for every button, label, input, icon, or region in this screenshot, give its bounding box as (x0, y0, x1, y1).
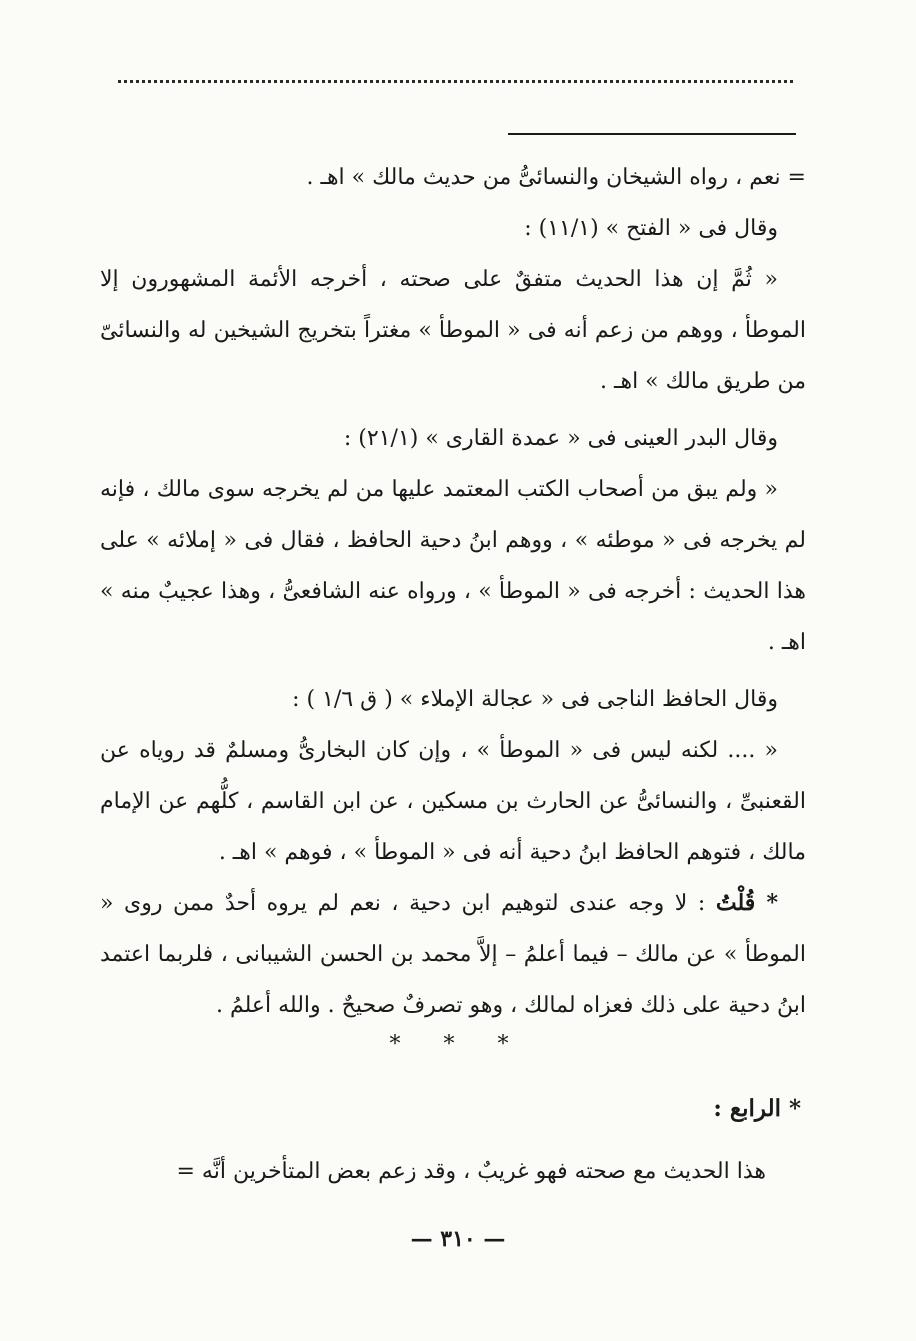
footnote-paragraph: « ولم يبق من أصحاب الكتب المعتمد عليها من لم يخرجه سوى مالك ، فإنه لم يخرجه فى « موطئه » ، ووهم ابنُ دحية الحافظ ، فقال فى « إملائه » على هذا الحديث : أخرجه فى « الموطأ » ، ورواه عنه الشافعىُّ ، وهذا عجيبٌ منه » اهـ . (100, 477, 806, 655)
section-text: هذا الحديث مع صحته فهو غريبٌ ، وقد زعم بعض المتأخرين أنَّه = (176, 1159, 766, 1184)
qultu-text: : لا وجه عندى لتوهيم ابن دحية ، نعم لم يروه أحدٌ ممن روى « الموطأ » عن مالك – فيما أعلمُ – إلاَّ محمد بن الحسن الشيبانى ، فلربما اعتمد ابنُ دحية على ذلك فعزاه لمالك ، وهو تصرفٌ صحيحٌ . والله أعلمُ . (100, 891, 806, 1018)
footnote-text (100, 152, 806, 1031)
section-heading: * الرابع : (713, 1095, 801, 1122)
qultu-label: * قُلْتُ (715, 890, 778, 916)
footnote-paragraph: وقال فى « الفتح » (١١/١) : (524, 216, 778, 241)
footnote-paragraph: = نعم ، رواه الشيخان والنسائىُّ من حديث مالك » اهـ . (306, 165, 806, 190)
footnote-paragraph: « ثُمَّ إن هذا الحديث متفقٌ على صحته ، أخرجه الأئمة المشهورون إلا الموطأ ، ووهم من زعم أنه فى « الموطأ » مغتراً بتخريج الشيخين له والنسائىّ من طريق مالك » اهـ . (100, 267, 806, 394)
footnote-paragraph: وقال البدر العينى فى « عمدة القارى » (٢١/١) : (343, 426, 778, 451)
qultu-paragraph (100, 878, 806, 1031)
footnote-paragraph: وقال الحافظ الناجى فى « عجالة الإملاء » ( ق ١/٦ ) : (292, 687, 778, 712)
section-separator-stars: * * * (389, 1032, 527, 1057)
footnote-paragraph: « .... لكنه ليس فى « الموطأ » ، وإن كان البخارىُّ ومسلمٌ قد روياه عن القعنبىِّ ، والنسائىُّ عن الحارث بن مسكين ، عن ابن القاسم ، كلُّهم عن الإمام مالك ، فتوهم الحافظ ابنُ دحية أنه فى « الموطأ » ، فوهم » اهـ . (100, 738, 806, 865)
dotted-separator (118, 80, 793, 83)
page-number: — ٣١٠ — (410, 1226, 506, 1252)
footnote-rule (508, 133, 796, 135)
